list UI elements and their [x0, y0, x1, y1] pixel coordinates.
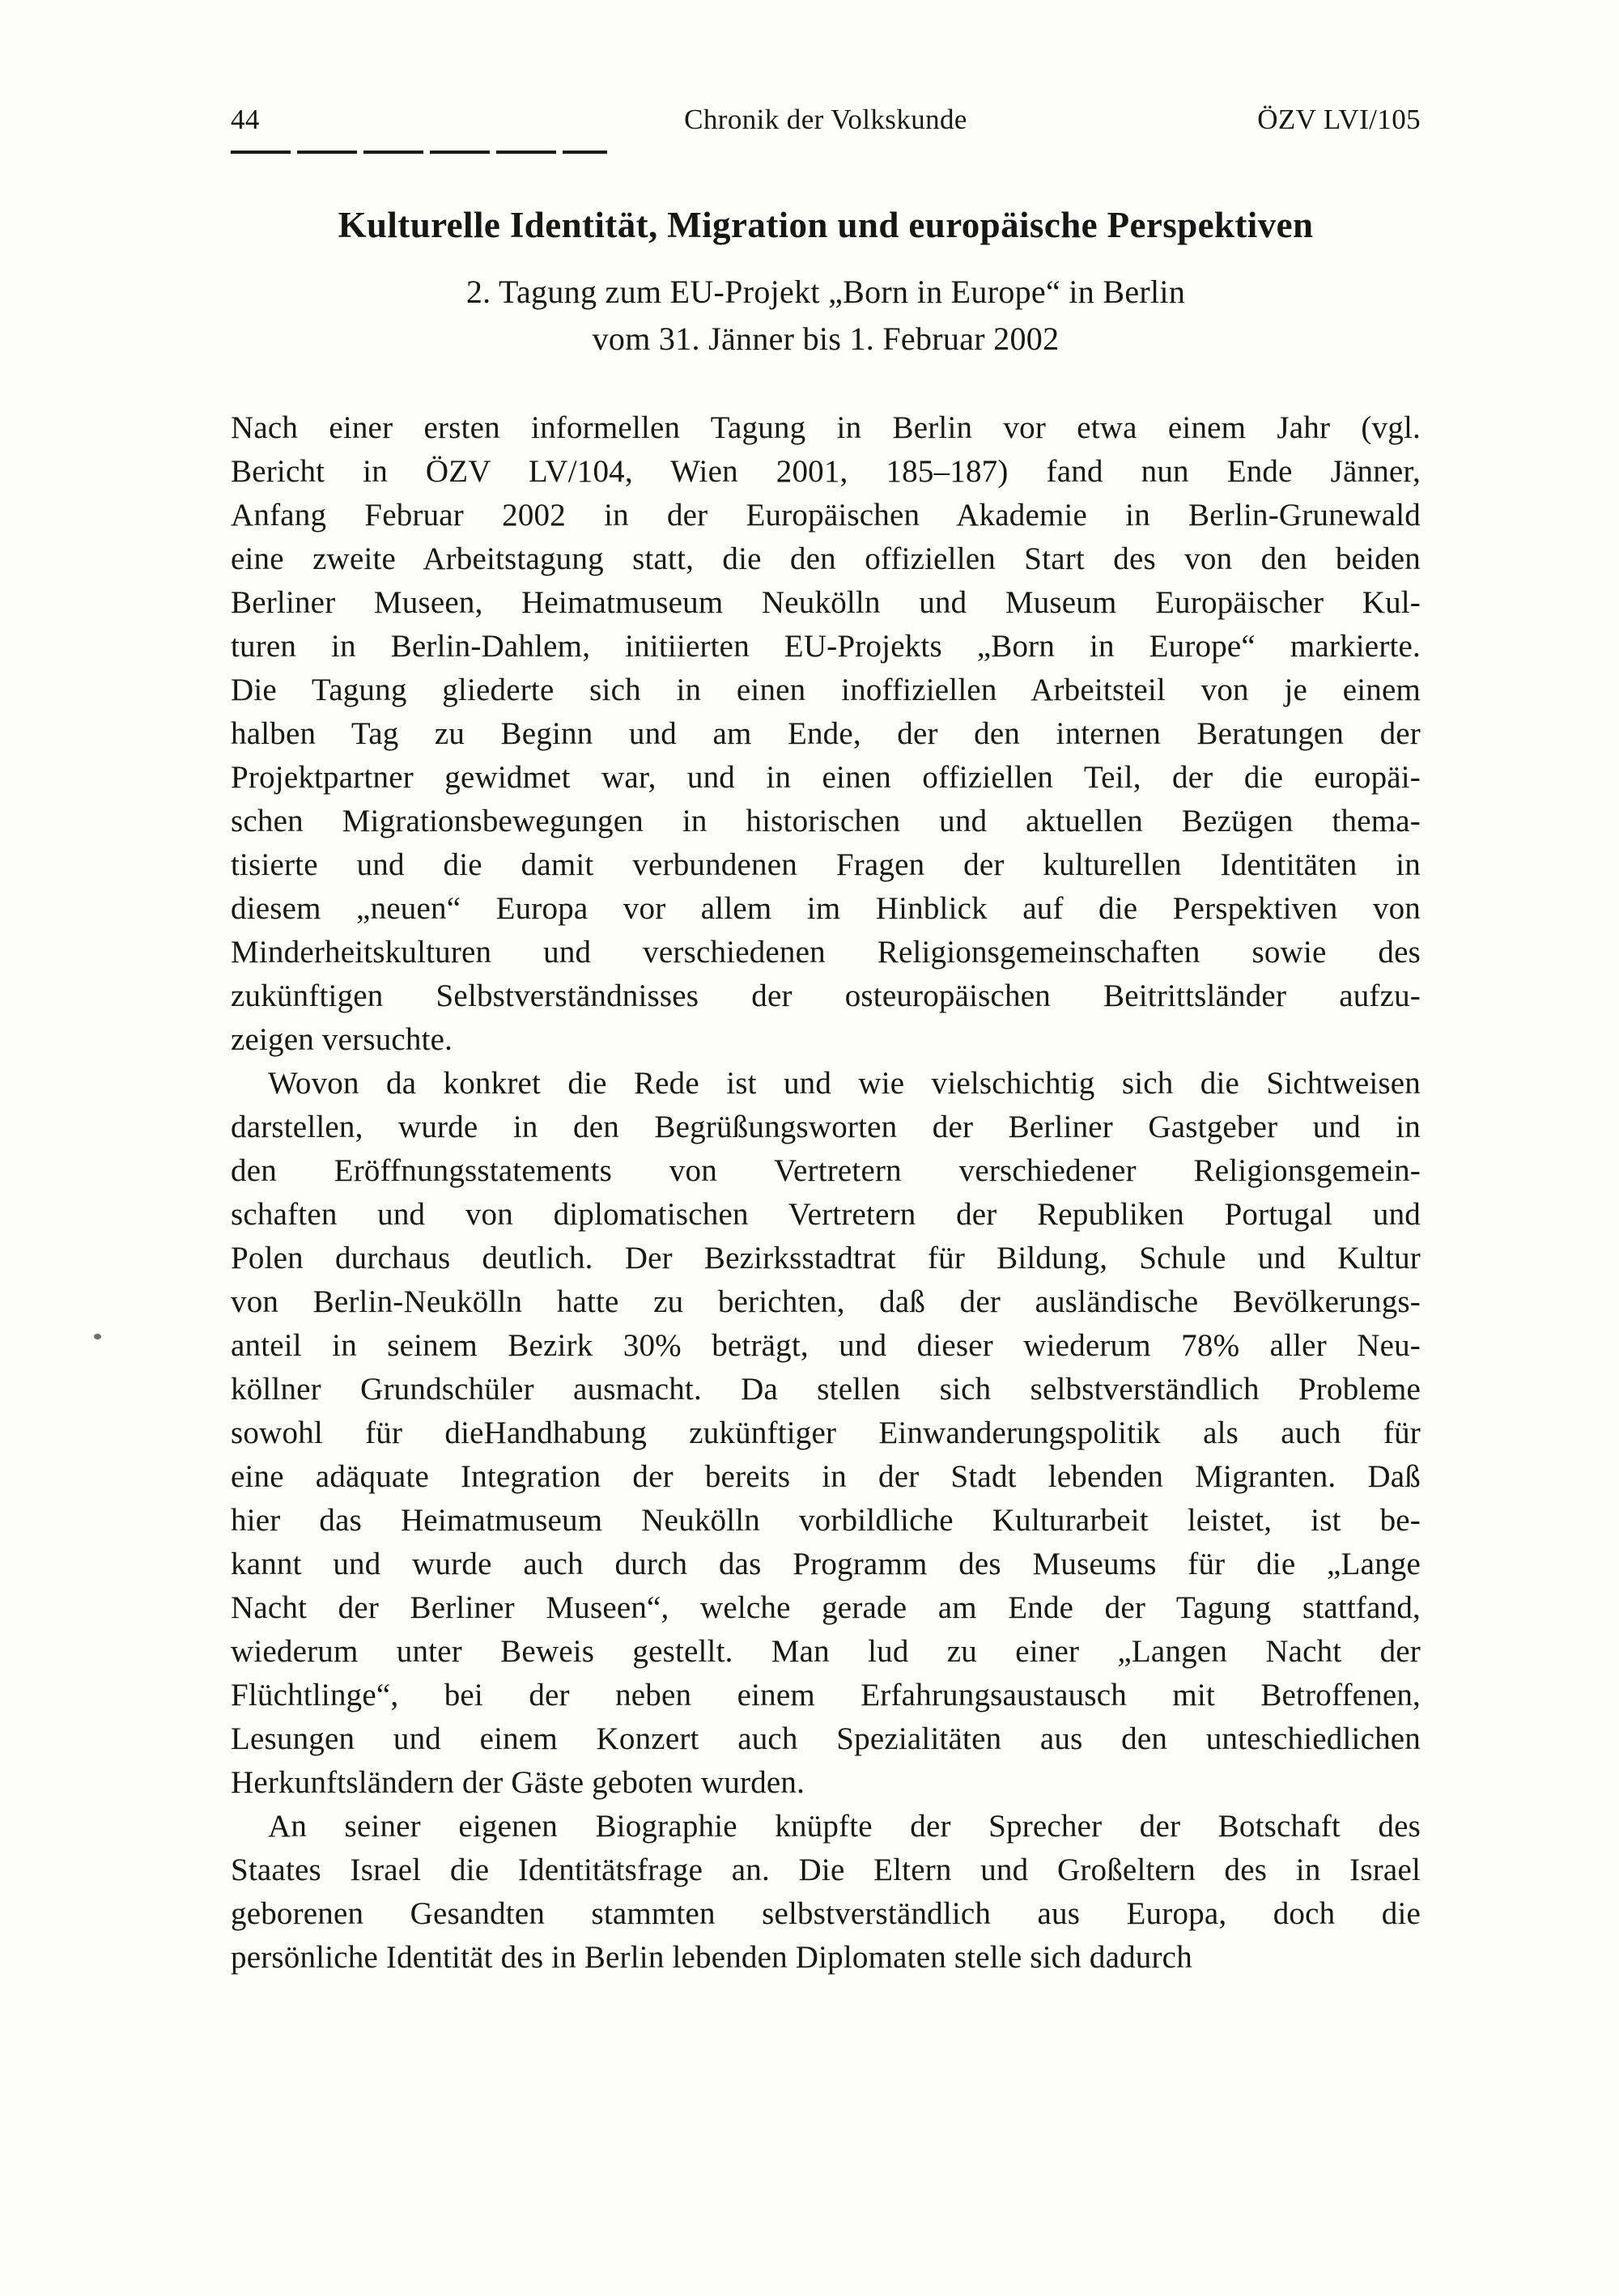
- text-line: Flüchtlinge“, bei der neben einem Erfahrungsaustausch mit Betroffenen,: [231, 1678, 1421, 1712]
- text-line: zukünftigen Selbstverständnisses der osteuropäischen Beitrittsländer aufzu-: [231, 978, 1421, 1013]
- text-line: anteil in seinem Bezirk 30% beträgt, und dieser wiederum 78% aller Neu-: [231, 1328, 1421, 1363]
- text-line: köllner Grundschüler ausmacht. Da stellen sich selbstverständlich Probleme: [231, 1372, 1421, 1407]
- page-number: 44: [231, 104, 260, 135]
- text-line: Die Tagung gliederte sich in einen inoffiziellen Arbeitsteil von je einem: [231, 673, 1421, 707]
- text-line: den Eröffnungsstatements von Vertretern verschiedener Religionsgemein-: [231, 1153, 1421, 1188]
- text-line: geborenen Gesandten stammten selbstverständlich aus Europa, doch die: [231, 1896, 1421, 1931]
- journal-reference: ÖZV LVI/105: [1257, 104, 1421, 135]
- scan-speck: [94, 1334, 101, 1339]
- paragraph: [231, 1805, 1421, 1980]
- text-line: hier das Heimatmuseum Neukölln vorbildliche Kulturarbeit leistet, ist be-: [231, 1503, 1421, 1538]
- text-line: diesem „neuen“ Europa vor allem im Hinblick auf die Perspektiven von: [231, 891, 1421, 926]
- text-line: sowohl für dieHandhabung zukünftiger Einwanderungspolitik als auch für: [231, 1415, 1421, 1450]
- text-line: schen Migrationsbewegungen in historischen und aktuellen Bezügen thema-: [231, 804, 1421, 838]
- text-line: Lesungen und einem Konzert auch Spezialitäten aus den unteschiedlichen: [231, 1721, 1421, 1756]
- text-line: tisierte und die damit verbundenen Fragen der kulturellen Identitäten in: [231, 847, 1421, 882]
- text-line: Herkunftsländern der Gäste geboten wurden.: [231, 1765, 805, 1800]
- text-line: schaften und von diplomatischen Vertretern der Republiken Portugal und: [231, 1197, 1421, 1232]
- text-line: persönliche Identität des in Berlin lebenden Diplomaten stelle sich dadurch: [231, 1940, 1192, 1975]
- header-rule: [231, 151, 607, 154]
- text-line: Nach einer ersten informellen Tagung in Berlin vor etwa einem Jahr (vgl.: [231, 410, 1421, 445]
- article-title: Kulturelle Identität, Migration und europäische Perspektiven: [338, 205, 1314, 245]
- text-line: halben Tag zu Beginn und am Ende, der den internen Beratungen der: [231, 716, 1421, 751]
- text-line: kannt und wurde auch durch das Programm des Museums für die „Lange: [231, 1547, 1421, 1581]
- text-line: eine adäquate Integration der bereits in der Stadt lebenden Migranten. Daß: [231, 1459, 1421, 1494]
- subtitle-line: vom 31. Jänner bis 1. Februar 2002: [592, 320, 1060, 357]
- text-line: zeigen versuchte.: [231, 1022, 453, 1057]
- text-line: eine zweite Arbeitstagung statt, die den offiziellen Start des von den beiden: [231, 541, 1421, 576]
- text-line: Bericht in ÖZV LV/104, Wien 2001, 185–187) fand nun Ende Jänner,: [231, 454, 1421, 489]
- running-title: Chronik der Volkskunde: [684, 104, 967, 135]
- text-line: Staates Israel die Identitätsfrage an. Die Eltern und Großeltern des in Israel: [231, 1853, 1421, 1887]
- paragraph: [231, 406, 1421, 1062]
- text-line: Minderheitskulturen und verschiedenen Religionsgemeinschaften sowie des: [231, 935, 1421, 970]
- text-line: Berliner Museen, Heimatmuseum Neukölln und Museum Europäischer Kul-: [231, 585, 1421, 620]
- article-subtitle: [231, 269, 1421, 363]
- text-line: Anfang Februar 2002 in der Europäischen Akademie in Berlin-Grunewald: [231, 498, 1421, 533]
- text-line: wiederum unter Beweis gestellt. Man lud zu einer „Langen Nacht der: [231, 1634, 1421, 1669]
- text-line: Projektpartner gewidmet war, und in einen offiziellen Teil, der die europäi-: [231, 760, 1421, 795]
- page-header: [231, 104, 1421, 136]
- text-line: von Berlin-Neukölln hatte zu berichten, daß der ausländische Bevölkerungs-: [231, 1284, 1421, 1319]
- text-line: Nacht der Berliner Museen“, welche gerade am Ende der Tagung stattfand,: [231, 1590, 1421, 1625]
- text-line: An seiner eigenen Biographie knüpfte der Sprecher der Botschaft des: [268, 1809, 1421, 1844]
- paragraph: [231, 1062, 1421, 1805]
- text-line: turen in Berlin-Dahlem, initiierten EU-Projekts „Born in Europe“ markierte.: [231, 629, 1421, 664]
- subtitle-line: 2. Tagung zum EU-Projekt „Born in Europe“ in Berlin: [465, 274, 1186, 310]
- text-line: Wovon da konkret die Rede ist und wie vielschichtig sich die Sichtweisen: [268, 1066, 1421, 1101]
- text-line: Polen durchaus deutlich. Der Bezirksstadtrat für Bildung, Schule und Kultur: [231, 1241, 1421, 1275]
- text-line: darstellen, wurde in den Begrüßungsworten der Berliner Gastgeber und in: [231, 1110, 1421, 1144]
- article-body: [231, 406, 1421, 1980]
